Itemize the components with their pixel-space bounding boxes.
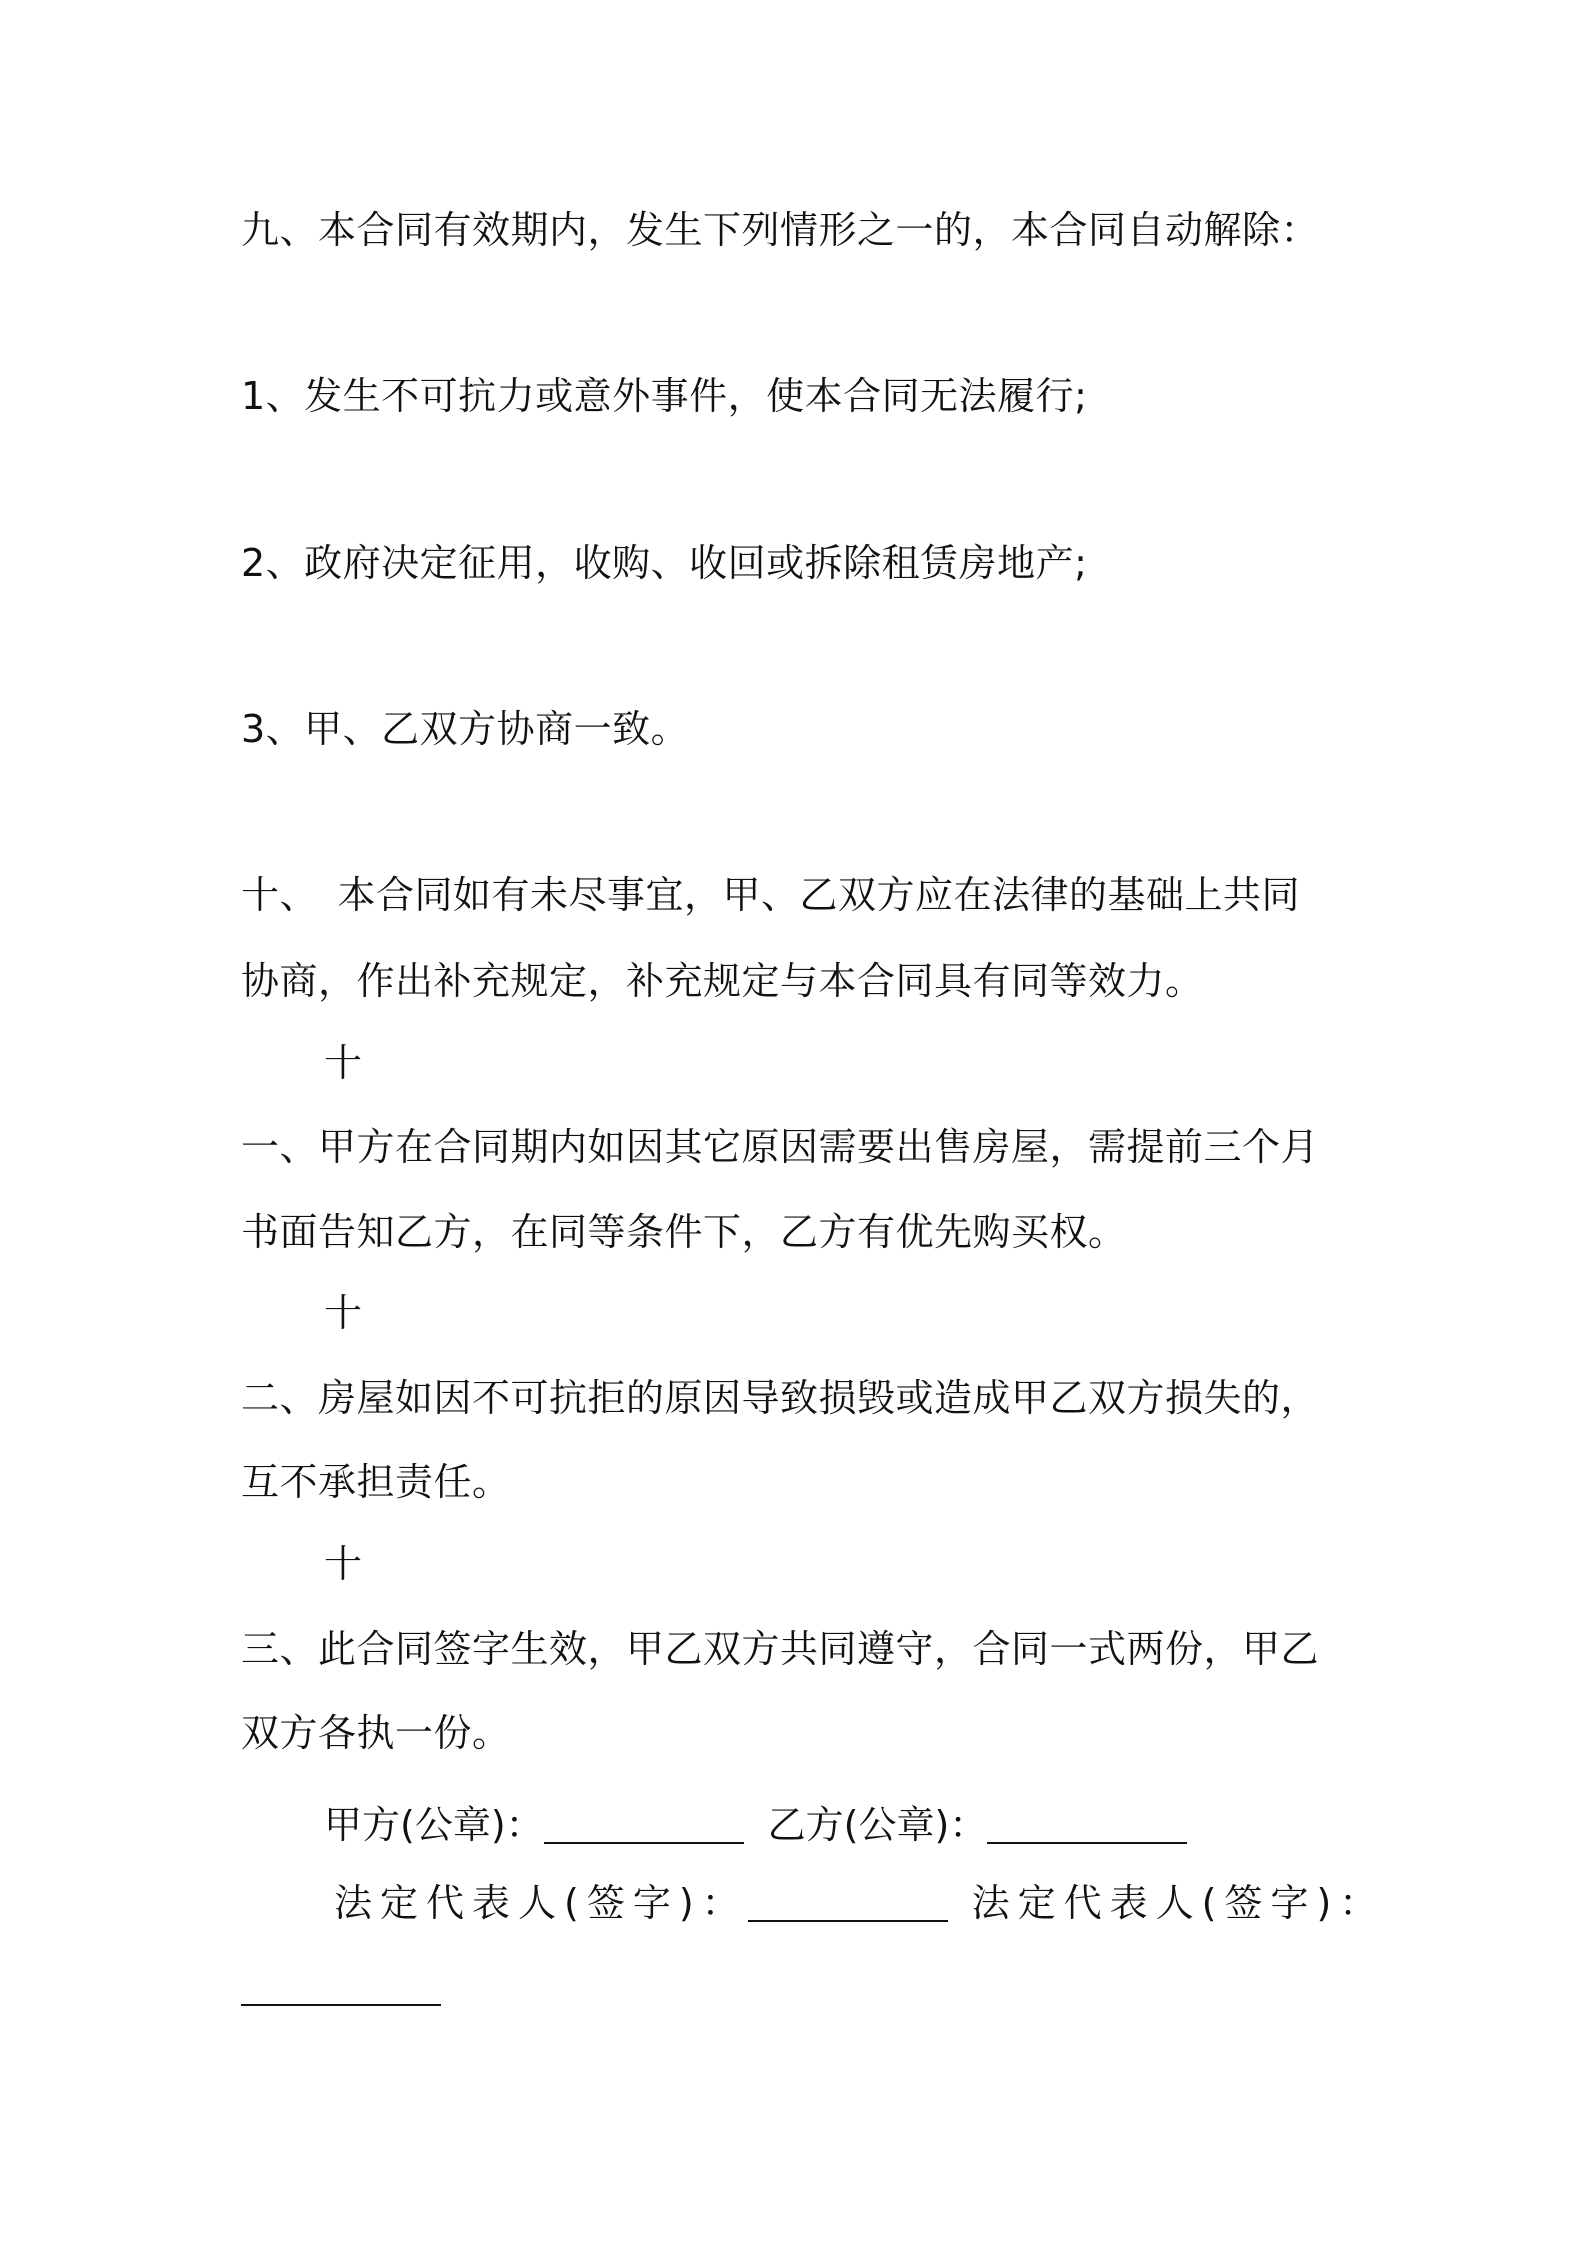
clause-9-item-2: 2、政府决定征用，收购、收回或拆除租赁房地产; [241,541,1088,585]
party-b-seal-blank [987,1812,1187,1844]
party-b-rep-blank [241,1974,441,2006]
party-b-seal-label: 乙方(公章)： [767,1803,988,1847]
seal-signature-row [324,1802,1187,1848]
party-a-seal-label: 甲方(公章)： [324,1803,544,1847]
clause-10-line-2: 协商，作出补充规定，补充规定与本合同具有同等效力。 [241,959,1204,1003]
party-a-seal-blank [544,1812,744,1844]
clause-9-heading: 九、本合同有效期内，发生下列情形之一的，本合同自动解除： [241,208,1320,252]
clause-12-line-2: 互不承担责任。 [241,1460,511,1504]
clause-11-line-2: 书面告知乙方，在同等条件下，乙方有优先购买权。 [241,1210,1127,1254]
party-b-rep-blank-row [241,1964,441,2010]
clause-13-line-1: 三、此合同签字生效，甲乙双方共同遵守，合同一式两份，甲乙 [241,1627,1320,1671]
clause-10-line-1: 十、 本合同如有未尽事宜，甲、乙双方应在法律的基础上共同 [241,873,1301,917]
party-b-rep-label: 法定代表人(签字)： [971,1881,1386,1925]
party-a-rep-blank [748,1890,948,1922]
clause-11-marker: 十 [324,1041,363,1085]
clause-9-item-3: 3、甲、乙双方协商一致。 [241,707,690,751]
representative-signature-row [334,1880,1385,1926]
clause-9-item-1: 1、发生不可抗力或意外事件，使本合同无法履行; [241,374,1088,418]
party-a-rep-label: 法定代表人(签字)： [334,1881,748,1925]
clause-12-line-1: 二、房屋如因不可抗拒的原因导致损毁或造成甲乙双方损失的， [241,1376,1320,1420]
clause-11-line-1: 一、甲方在合同期内如因其它原因需要出售房屋，需提前三个月 [241,1125,1320,1169]
clause-12-marker: 十 [324,1291,363,1335]
clause-13-line-2: 双方各执一份。 [241,1711,511,1755]
clause-13-marker: 十 [324,1542,363,1586]
